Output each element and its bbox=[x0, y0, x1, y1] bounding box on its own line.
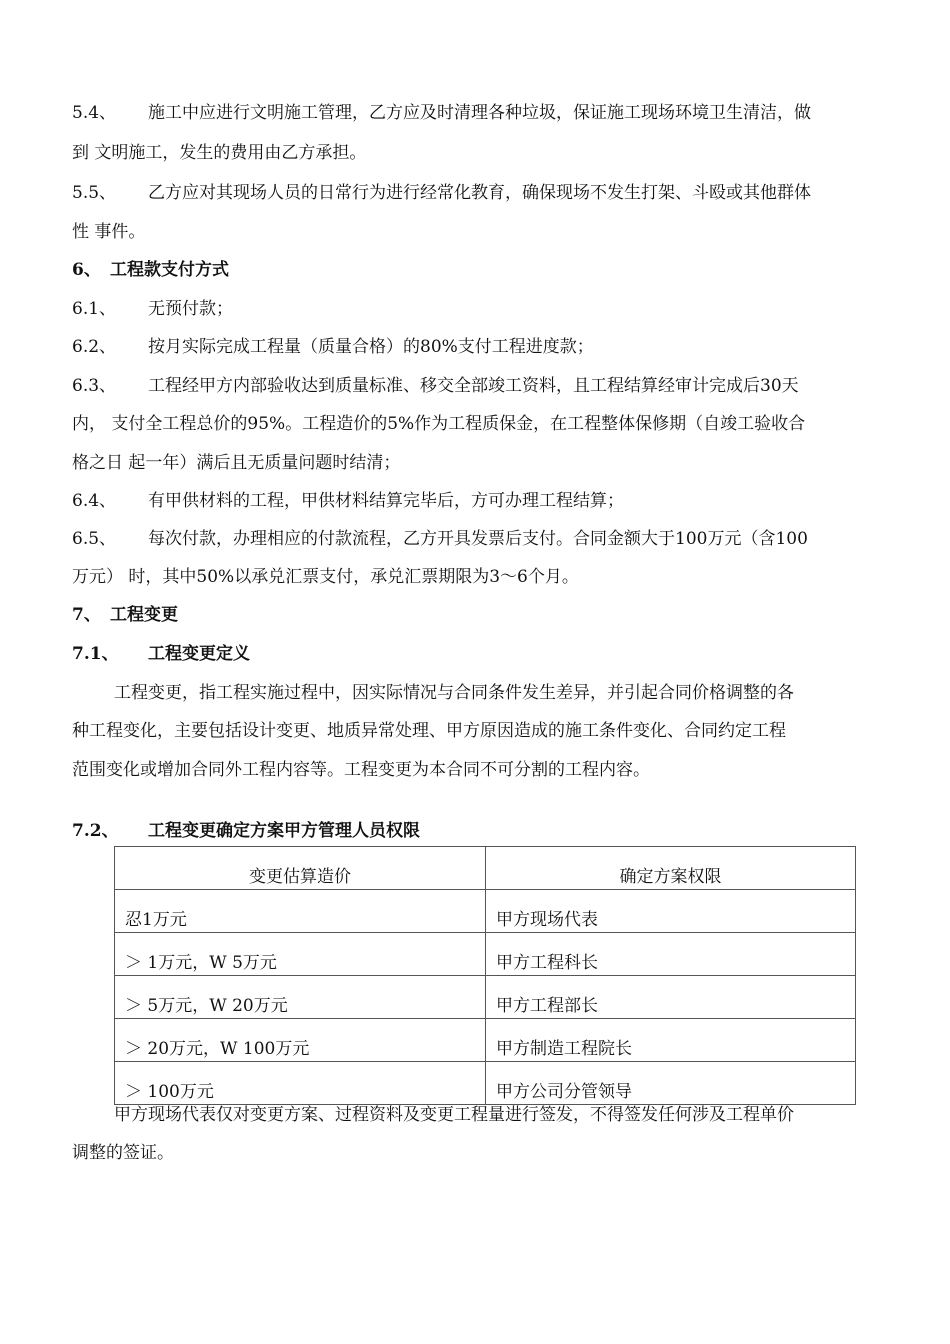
table-row bbox=[115, 890, 856, 933]
table-cell: 甲方制造工程院长 bbox=[486, 1019, 856, 1062]
clause-6-5-line1 bbox=[72, 527, 808, 551]
paragraph-7-1-line2: 种工程变化，主要包括设计变更、地质异常处理、甲方原因造成的施工条件变化、合同约定工程 bbox=[72, 721, 786, 741]
authority-table bbox=[114, 846, 856, 1105]
table-row bbox=[115, 1019, 856, 1062]
clause-number: 6.2、 bbox=[72, 337, 117, 357]
clause-5-4-line1 bbox=[72, 101, 811, 125]
table-cell: ＞ 20万元，W 100万元 bbox=[115, 1019, 486, 1062]
clause-5-5-line2: 性 事件。 bbox=[72, 222, 146, 242]
clause-number: 5.4、 bbox=[72, 103, 117, 123]
section-title: 工程变更定义 bbox=[148, 644, 250, 664]
clause-number: 6.5、 bbox=[72, 529, 117, 549]
clause-number: 6.1、 bbox=[72, 299, 117, 319]
section-number: 6、 bbox=[72, 260, 101, 280]
table-row bbox=[115, 1062, 856, 1105]
section-number: 7.2、 bbox=[72, 821, 119, 841]
clause-number: 5.5、 bbox=[72, 183, 117, 203]
clause-text: 有甲供材料的工程，甲供材料结算完毕后，方可办理工程结算； bbox=[148, 491, 624, 511]
clause-6-5-line2: 万元） 时，其中50%以承兑汇票支付，承兑汇票期限为3〜6个月。 bbox=[72, 567, 579, 587]
clause-5-4-line2: 到 文明施工，发生的费用由乙方承担。 bbox=[72, 143, 367, 163]
clause-number: 6.3、 bbox=[72, 376, 117, 396]
section-title: 工程款支付方式 bbox=[110, 260, 229, 280]
table-cell: ＞ 5万元，W 20万元 bbox=[115, 976, 486, 1019]
table-cell: ＞ 100万元 bbox=[115, 1062, 486, 1105]
closing-paragraph-line1: 甲方现场代表仅对变更方案、过程资料及变更工程量进行签发，不得签发任何涉及工程单价 bbox=[114, 1105, 794, 1125]
table-row bbox=[115, 976, 856, 1019]
clause-5-5-line1 bbox=[72, 181, 811, 205]
clause-6-2 bbox=[72, 335, 594, 359]
clause-text: 按月实际完成工程量（质量合格）的80%支付工程进度款； bbox=[148, 337, 594, 357]
table-cell: ＞ 1万元，W 5万元 bbox=[115, 933, 486, 976]
section-number: 7.1、 bbox=[72, 644, 119, 664]
clause-text: 乙方应对其现场人员的日常行为进行经常化教育，确保现场不发生打架、斗殴或其他群体 bbox=[148, 183, 811, 203]
section-title: 工程变更确定方案甲方管理人员权限 bbox=[148, 821, 420, 841]
section-7-heading bbox=[72, 603, 178, 627]
clause-number: 6.4、 bbox=[72, 491, 117, 511]
section-6-heading bbox=[72, 258, 229, 282]
clause-6-3-line2: 内， 支付全工程总价的95%。工程造价的5%作为工程质保金，在工程整体保修期（自竣工验收合 bbox=[72, 414, 806, 434]
table-cell: 甲方现场代表 bbox=[486, 890, 856, 933]
table-cell: 忍1万元 bbox=[115, 890, 486, 933]
clause-6-4 bbox=[72, 489, 624, 513]
table-row bbox=[115, 933, 856, 976]
column-header: 确定方案权限 bbox=[486, 847, 856, 890]
paragraph-7-1-line3: 范围变化或增加合同外工程内容等。工程变更为本合同不可分割的工程内容。 bbox=[72, 760, 650, 780]
clause-text: 施工中应进行文明施工管理，乙方应及时清理各种垃圾，保证施工现场环境卫生清洁，做 bbox=[148, 103, 811, 123]
section-title: 工程变更 bbox=[110, 605, 178, 625]
section-7-1-heading bbox=[72, 642, 250, 666]
clause-text: 工程经甲方内部验收达到质量标准、移交全部竣工资料，且工程结算经审计完成后30天 bbox=[148, 376, 799, 396]
clause-6-3-line1 bbox=[72, 374, 799, 398]
closing-paragraph-line2: 调整的签证。 bbox=[72, 1143, 174, 1163]
paragraph-7-1-line1: 工程变更，指工程实施过程中，因实际情况与合同条件发生差异，并引起合同价格调整的各 bbox=[114, 683, 794, 703]
clause-text: 每次付款，办理相应的付款流程，乙方开具发票后支付。合同金额大于100万元（含100 bbox=[148, 529, 808, 549]
table-header-row bbox=[115, 847, 856, 890]
clause-6-1 bbox=[72, 297, 233, 321]
table-cell: 甲方公司分管领导 bbox=[486, 1062, 856, 1105]
section-7-2-heading bbox=[72, 819, 420, 843]
table-cell: 甲方工程部长 bbox=[486, 976, 856, 1019]
clause-text: 无预付款； bbox=[148, 299, 233, 319]
column-header: 变更估算造价 bbox=[115, 847, 486, 890]
section-number: 7、 bbox=[72, 605, 101, 625]
table-cell: 甲方工程科长 bbox=[486, 933, 856, 976]
clause-6-3-line3: 格之日 起一年）满后且无质量问题时结清； bbox=[72, 453, 401, 473]
